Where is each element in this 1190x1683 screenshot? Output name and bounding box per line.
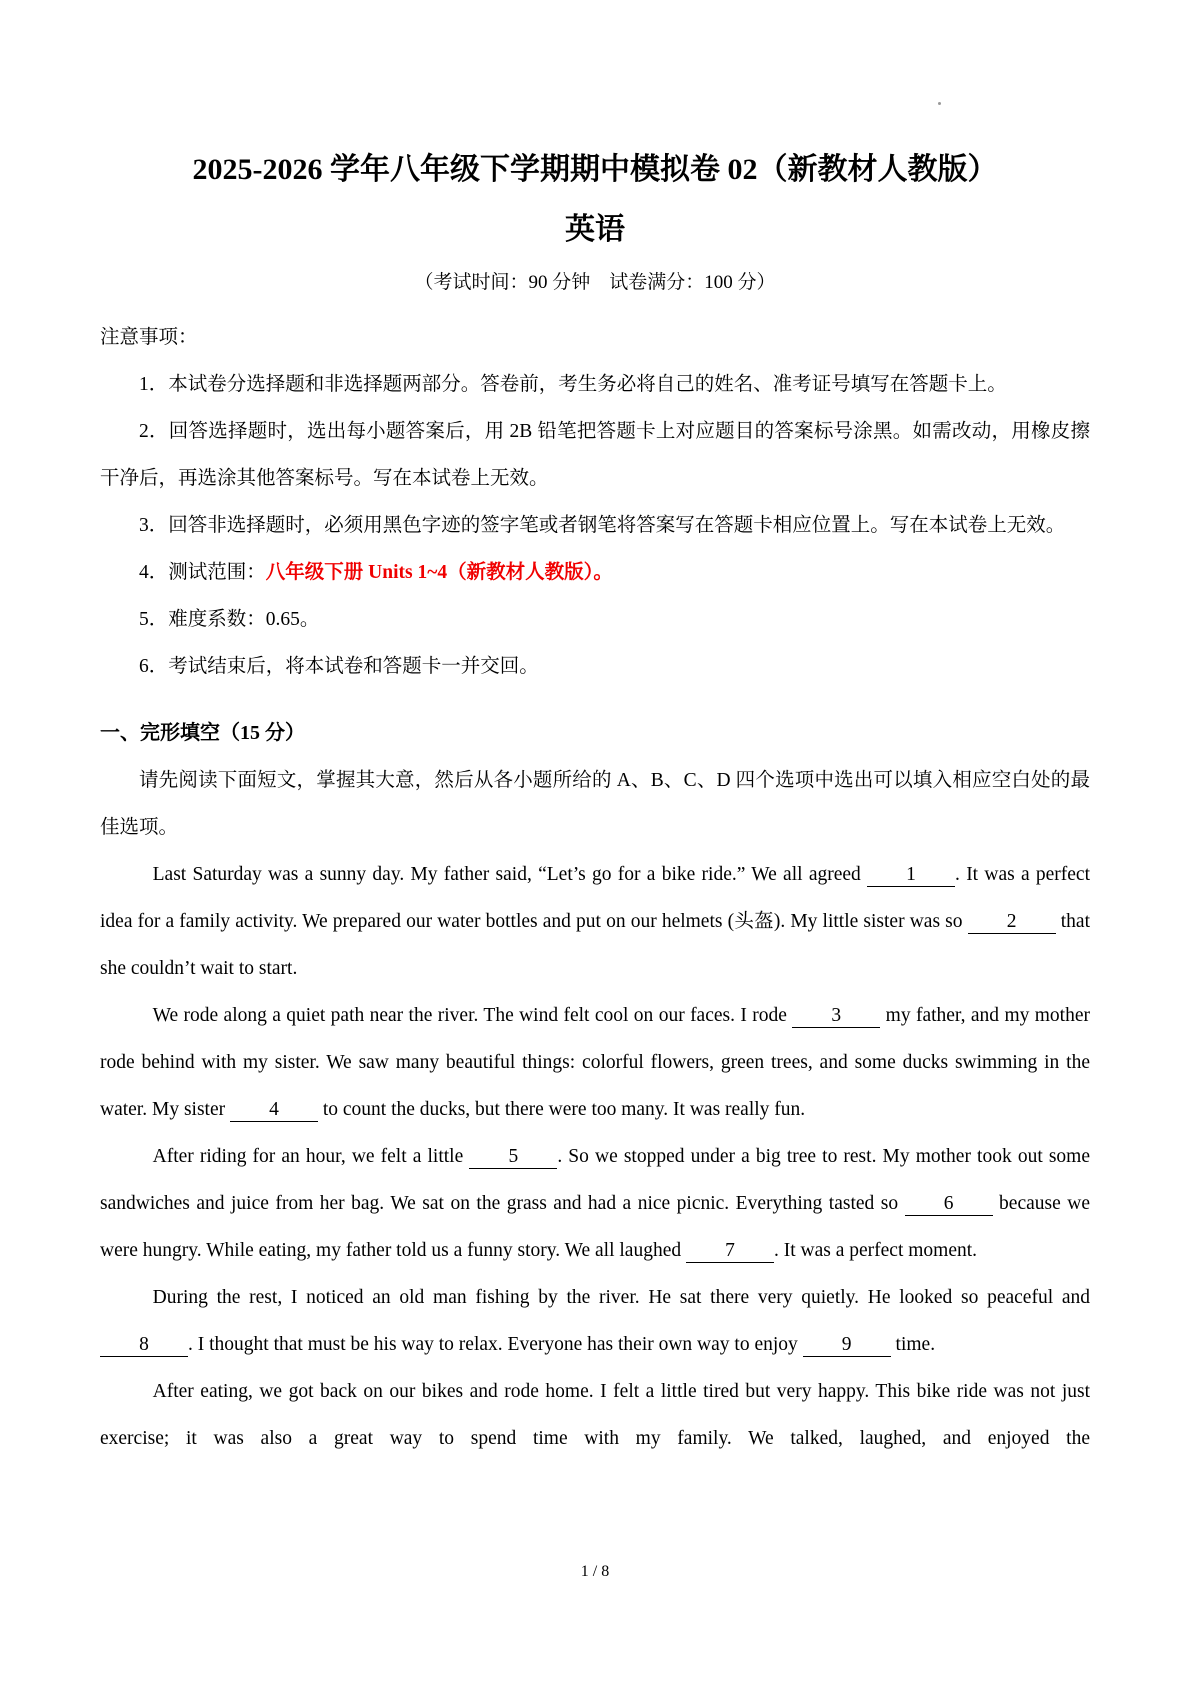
notice-highlight: 八年级下册 Units 1~4（新教材人教版）。 bbox=[265, 562, 613, 583]
notice-item bbox=[100, 643, 1090, 690]
notice-item bbox=[100, 408, 1090, 502]
passage-paragraph: We rode along a quiet path near the river. The wind felt cool on our faces. I rode 3 my father, and my mother rode behind with my sister. We saw many beautiful things: colorful flowers, green trees, and some ducks swimming in the water. My sister 4 to count the ducks, but there were too many. It was really fun. bbox=[100, 1005, 1090, 1120]
notice-item bbox=[100, 596, 1090, 643]
passage-paragraph: After riding for an hour, we felt a little 5 . So we stopped under a big tree to rest. My mother took out some sandwiches and juice from her bag. We sat on the grass and had a nice picnic. Everything tasted so 6 because we were hungry. While eating, my father told us a funny story. We all laughed 7 . It was a perfect moment. bbox=[100, 1146, 1090, 1261]
passage-paragraph: During the rest, I noticed an old man fishing by the river. He sat there very quietly. He looked so peaceful and 8 . I thought that must be his way to relax. Everyone has their own way to enjoy 9 time. bbox=[100, 1274, 1090, 1368]
notice-text: 1．本试卷分选择题和非选择题两部分。答卷前，考生务必将自己的姓名、准考证号填写在答题卡上。 bbox=[139, 374, 1007, 395]
notice-item bbox=[100, 502, 1090, 549]
notice-text: 4．测试范围： bbox=[139, 562, 266, 583]
cloze-passage bbox=[100, 851, 1090, 1462]
subject-title: 英语 bbox=[565, 213, 625, 246]
passage-paragraph: Last Saturday was a sunny day. My father said, “Let’s go for a bike ride.” We all agreed 1 . It was a perfect idea for a family activity. We prepared our water bottles and put on our helmets (头盔). My little sister was so 2 that she couldn’t wait to start. bbox=[100, 864, 1090, 979]
stray-dot bbox=[938, 102, 941, 105]
notice-text: 2．回答选择题时，选出每小题答案后，用 2B 铅笔把答题卡上对应题目的答案标号涂黑。如需改动，用橡皮擦干净后，再选涂其他答案标号。写在本试卷上无效。 bbox=[100, 421, 1090, 489]
cloze-blank-1: 1 bbox=[867, 864, 955, 887]
exam-info: （考试时间：90 分钟 试卷满分：100 分） bbox=[414, 272, 776, 293]
notices-heading: 注意事项： bbox=[100, 327, 198, 348]
cloze-blank-7: 7 bbox=[686, 1240, 774, 1263]
notice-text: 5．难度系数：0.65。 bbox=[139, 609, 320, 630]
cloze-blank-3: 3 bbox=[792, 1005, 880, 1028]
cloze-blank-9: 9 bbox=[803, 1334, 891, 1357]
passage-paragraph: After eating, we got back on our bikes and rode home. I felt a little tired but very happy. This bike ride was not just exercise; it was also a great way to spend time with my family. We talked, laughed, and enjoyed the bbox=[100, 1381, 1090, 1449]
section-heading: 一、完形填空（15 分） bbox=[100, 722, 305, 744]
cloze-blank-6: 6 bbox=[905, 1193, 993, 1216]
page-title: 2025-2026 学年八年级下学期期中模拟卷 02（新教材人教版） bbox=[192, 153, 998, 186]
notices-list bbox=[100, 361, 1090, 690]
cloze-instructions: 请先阅读下面短文，掌握其大意，然后从各小题所给的 A、B、C、D 四个选项中选出可以填入相应空白处的最佳选项。 bbox=[100, 770, 1090, 838]
notice-text: 3．回答非选择题时，必须用黑色字迹的签字笔或者钢笔将答案写在答题卡相应位置上。写在本试卷上无效。 bbox=[139, 515, 1066, 536]
notice-item bbox=[100, 549, 1090, 596]
page-footer: 1 / 8 bbox=[580, 1563, 610, 1580]
notice-item bbox=[100, 361, 1090, 408]
cloze-blank-5: 5 bbox=[469, 1146, 557, 1169]
cloze-blank-2: 2 bbox=[968, 911, 1056, 934]
cloze-blank-4: 4 bbox=[230, 1099, 318, 1122]
notice-text: 6．考试结束后，将本试卷和答题卡一并交回。 bbox=[139, 656, 539, 677]
cloze-blank-8: 8 bbox=[100, 1334, 188, 1357]
